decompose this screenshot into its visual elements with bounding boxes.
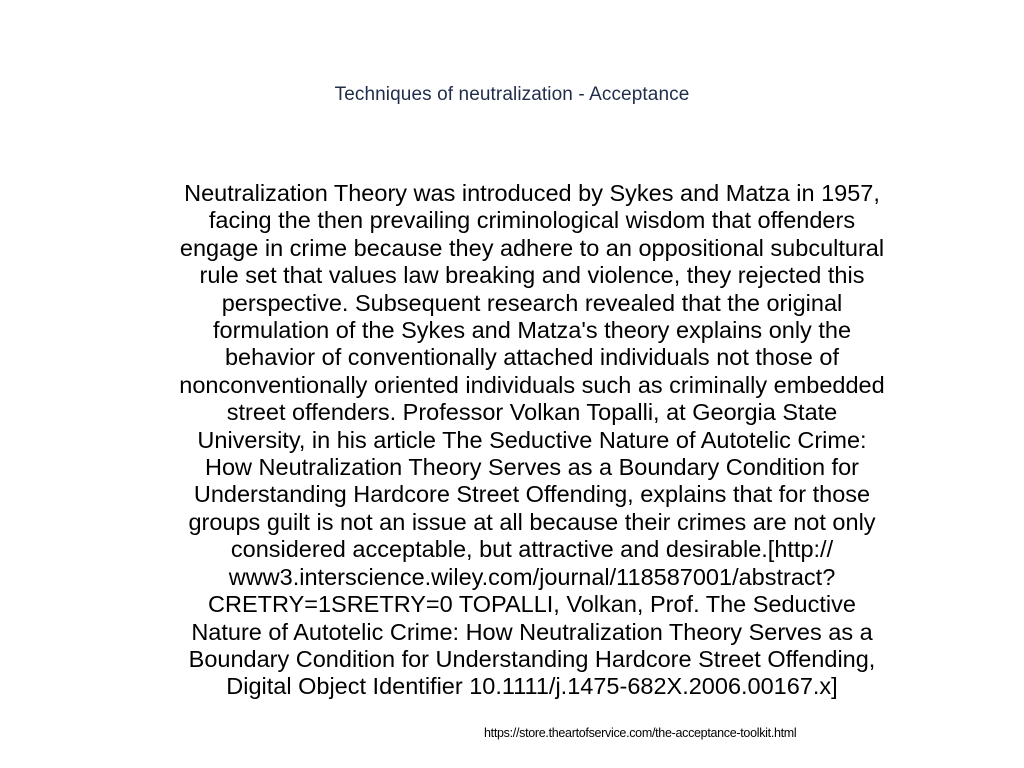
body-line: perspective. Subsequent research revealed that the original [221,289,843,316]
body-line: Digital Object Identifier 10.1111/j.1475-682X.2006.00167.x] [226,673,838,700]
body-line: University, in his article The Seductive Nature of Autotelic Crime: [197,426,867,453]
body-line: facing the then prevailing criminological wisdom that offenders [208,207,856,234]
body-line: street offenders. Professor Volkan Topalli, at Georgia State [226,399,838,426]
body-line: Boundary Condition for Understanding Hardcore Street Offending, [188,645,876,672]
body-line: engage in crime because they adhere to an oppositional subcultural [179,234,885,261]
body-line: nonconventionally oriented individuals such as criminally embedded [179,371,885,398]
body-line: rule set that values law breaking and violence, they rejected this [199,262,865,289]
body-line: Neutralization Theory was introduced by Sykes and Matza in 1957, [184,180,880,206]
footer-url[interactable]: https://store.theartofservice.com/the-acceptance-toolkit.html [484,726,797,740]
body-line: CRETRY=1SRETRY=0 TOPALLI, Volkan, Prof. The Seductive [208,591,856,618]
slide-title: Techniques of neutralization - Acceptance [334,84,690,105]
body-line: groups guilt is not an issue at all because their crimes are not only [188,508,876,535]
body-line: behavior of conventionally attached individuals not those of [224,344,840,371]
body-line: considered acceptable, but attractive and desirable.[http:// [230,536,834,563]
slide-body [92,180,972,701]
body-line: Understanding Hardcore Street Offending, explains that for those [193,481,871,508]
body-line: Nature of Autotelic Crime: How Neutralization Theory Serves as a [191,618,873,645]
body-line: How Neutralization Theory Serves as a Boundary Condition for [205,454,859,481]
body-line: www3.interscience.wiley.com/journal/118587001/abstract? [228,563,836,590]
body-line: formulation of the Sykes and Matza's theory explains only the [212,317,852,344]
